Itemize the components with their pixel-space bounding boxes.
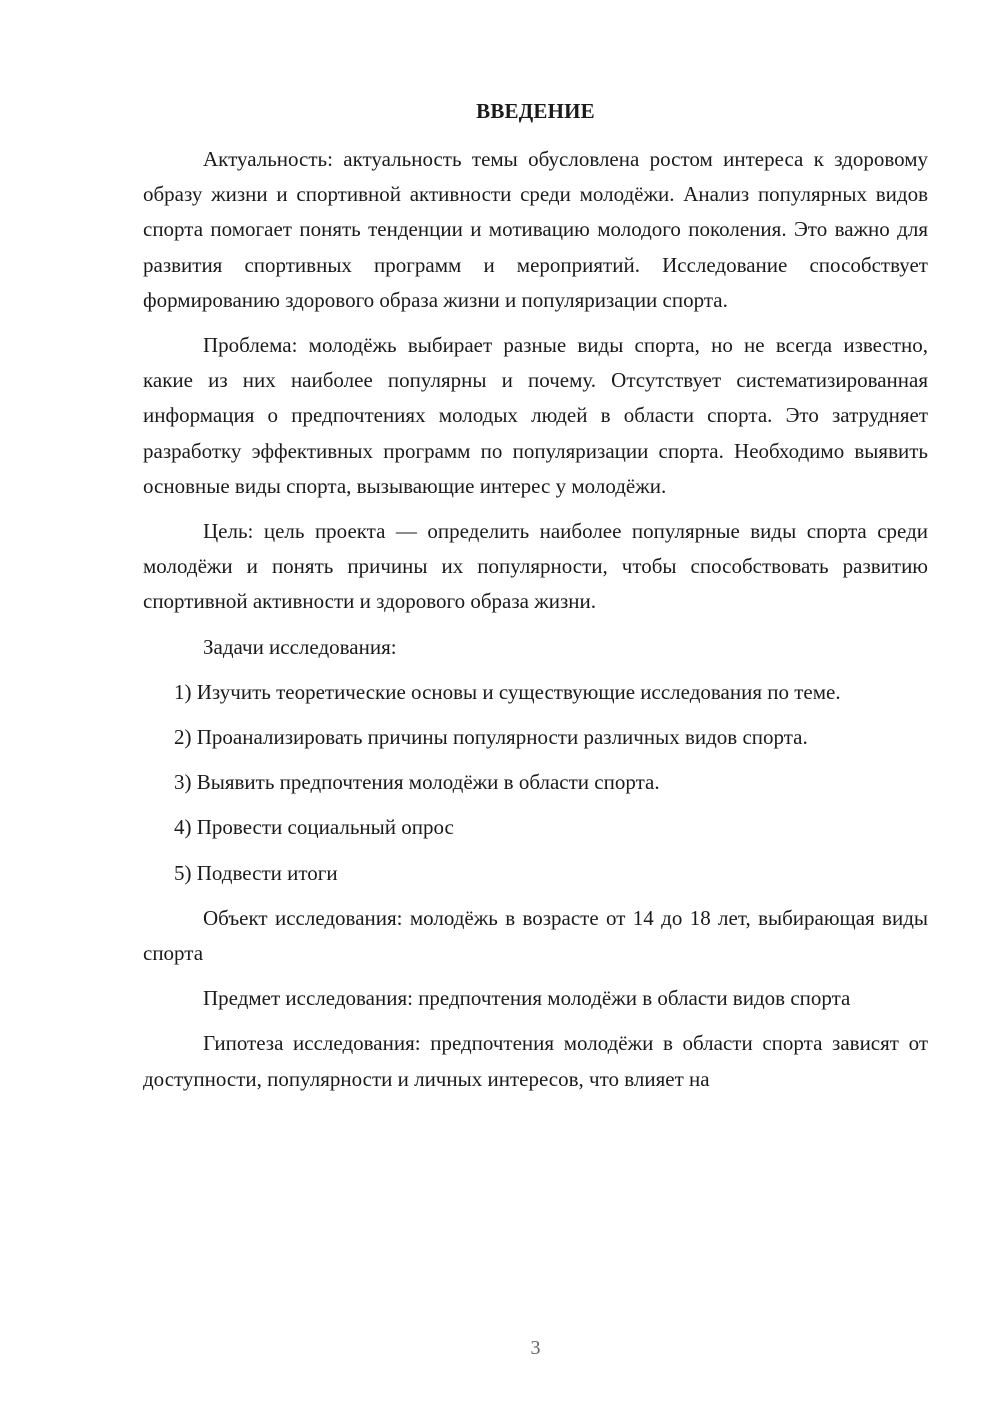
- paragraph-hypothesis: Гипотеза исследования: предпочтения молодёжи в области спорта зависят от доступности, популярности и личных интересов, что влияет на: [143, 1031, 928, 1091]
- paragraph-problem: Проблема: молодёжь выбирает разные виды спорта, но не всегда известно, какие из них наиболее популярны и почему. Отсутствует систематизированная информация о предпочтениях молодых людей в области спорта. Это затрудняет разработку эффективных программ по популяризации спорта. Необходимо выявить основные виды спорта, вызывающие интерес у молодёжи.: [143, 333, 928, 498]
- paragraph-subject: Предмет исследования: предпочтения молодёжи в области видов спорта: [203, 986, 851, 1011]
- page-number: 3: [530, 1337, 541, 1359]
- paragraph-relevance: Актуальность: актуальность темы обусловлена ростом интереса к здоровому образу жизни и спортивной активности среди молодёжи. Анализ популярных видов спорта помогает понять тенденции и мотивацию молодого поколения. Это важно для развития спортивных программ и мероприятий. Исследование способствует формированию здорового образа жизни и популяризации спорта.: [143, 147, 928, 312]
- task-item-4: 4) Провести социальный опрос: [174, 815, 454, 840]
- document-page: [143, 0, 928, 1414]
- task-item-2: 2) Проанализировать причины популярности различных видов спорта.: [174, 725, 808, 750]
- document-body: [143, 142, 928, 1107]
- task-item-1: 1) Изучить теоретические основы и существующие исследования по теме.: [174, 679, 841, 704]
- paragraph-tasks-heading: Задачи исследования:: [203, 634, 397, 659]
- task-item-5: 5) Подвести итоги: [174, 860, 338, 885]
- section-title: ВВЕДЕНИЕ: [476, 99, 595, 123]
- paragraph-object: Объект исследования: молодёжь в возрасте от 14 до 18 лет, выбирающая виды спорта: [143, 905, 928, 966]
- paragraph-goal: Цель: цель проекта — определить наиболее популярные виды спорта среди молодёжи и понять причины их популярности, чтобы способствовать развитию спортивной активности и здорового образа жизни.: [143, 519, 928, 614]
- task-item-3: 3) Выявить предпочтения молодёжи в области спорта.: [174, 770, 660, 795]
